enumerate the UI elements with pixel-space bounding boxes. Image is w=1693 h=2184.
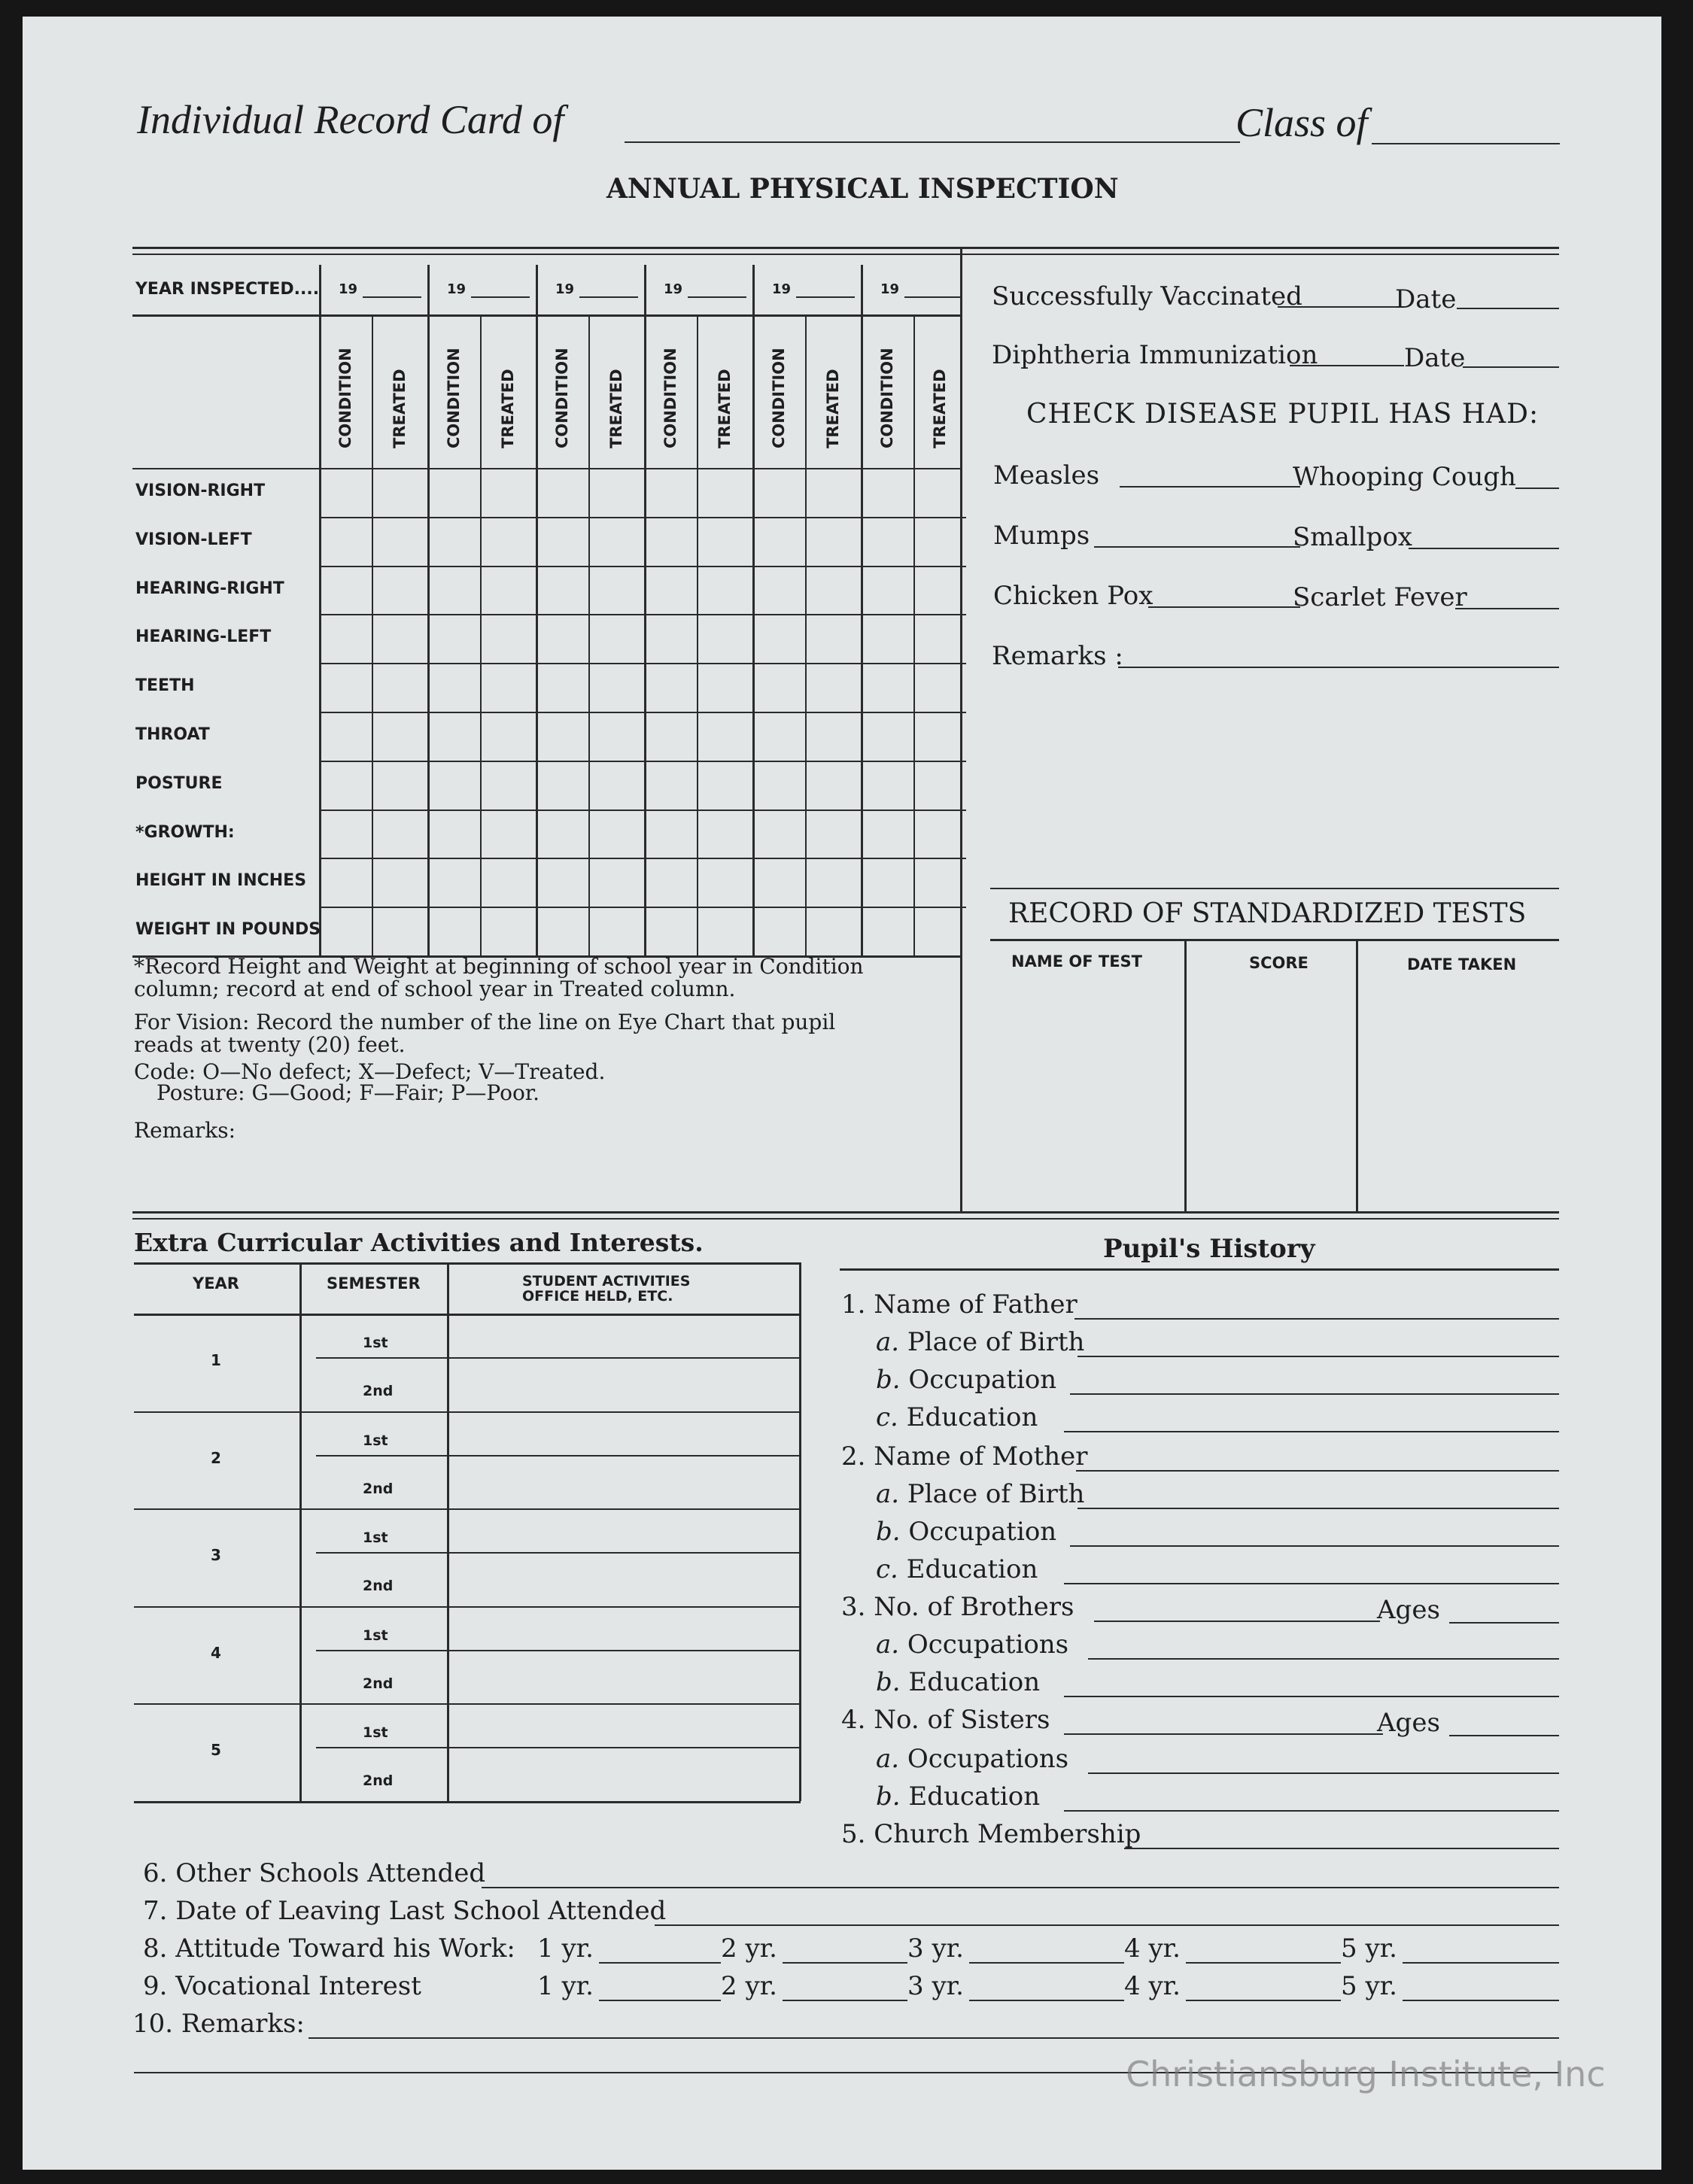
mother-c: c. <box>876 1554 898 1584</box>
class-label: Class of <box>1236 100 1368 145</box>
activities-col-divider-2 <box>447 1262 449 1801</box>
diphtheria-date-label: Date <box>1404 343 1466 373</box>
mumps-label: Mumps <box>993 521 1090 551</box>
condition-header-3: CONDITION <box>553 348 571 448</box>
measles-line <box>1120 486 1300 488</box>
brothers-occ-line <box>1088 1658 1559 1660</box>
vocational-yr1-line <box>599 2000 721 2001</box>
grid-top-rule <box>132 314 960 317</box>
grid-col-line-7 <box>644 265 646 955</box>
inspection-row-label: HEARING-RIGHT <box>135 579 284 598</box>
middle-rule-2 <box>132 1218 1559 1220</box>
card-title: Individual Record Card of <box>137 97 564 142</box>
condition-header-6: CONDITION <box>878 348 896 448</box>
vaccinated-label: Successfully Vaccinated <box>992 281 1302 311</box>
semester-first: 1st <box>363 1335 388 1351</box>
semester-divider <box>316 1747 801 1748</box>
mother-line <box>1076 1470 1559 1472</box>
sisters-edu-line <box>1064 1810 1559 1812</box>
church-line <box>1124 1848 1559 1849</box>
brothers-edu-line <box>1064 1696 1559 1697</box>
whooping-line <box>1515 488 1559 489</box>
brothers-ages-label: Ages <box>1377 1595 1440 1625</box>
year-line-2 <box>471 296 530 298</box>
treated-header-6: TREATED <box>931 369 949 448</box>
note-growth-1: *Record Height and Weight at beginning of school year in Condition <box>134 954 864 979</box>
attitude-yr5-line <box>1403 1962 1559 1964</box>
vocational-yr4-label: 4 yr. <box>1124 1971 1181 2001</box>
semester-first: 1st <box>363 1432 388 1449</box>
inspection-row-label: HEIGHT IN INCHES <box>135 871 307 891</box>
sisters-occ-line <box>1088 1772 1559 1774</box>
health-remarks-line <box>1118 667 1559 668</box>
sisters-edu-label: Education <box>908 1782 1041 1812</box>
activity-year: 4 <box>211 1643 221 1662</box>
mother-label: 2. Name of Mother <box>841 1441 1088 1472</box>
year-prefix-4: 19 <box>664 281 683 297</box>
father-occ-label: Occupation <box>908 1365 1057 1395</box>
note-vision-1: For Vision: Record the number of the line on Eye Chart that pupil <box>134 1010 836 1034</box>
year-divider <box>134 1411 801 1413</box>
vaccinated-date-label: Date <box>1395 284 1457 314</box>
grid-row-line-1 <box>319 517 966 518</box>
activity-year: 1 <box>211 1351 221 1369</box>
leaving-label: 7. Date of Leaving Last School Attended <box>143 1896 667 1926</box>
grid-col-line-1 <box>319 265 321 955</box>
class-line <box>1372 143 1560 144</box>
grid-head-rule <box>132 468 960 469</box>
father-edu-label: Education <box>906 1402 1038 1432</box>
tests-score-header: SCORE <box>1249 954 1309 972</box>
grid-col-line-9 <box>752 265 755 955</box>
vaccinated-line <box>1278 306 1404 308</box>
grid-row-line-8 <box>319 858 966 859</box>
page-subtitle: ANNUAL PHYSICAL INSPECTION <box>606 173 1119 205</box>
grid-row-line-6 <box>319 761 966 762</box>
year-line-6 <box>904 296 960 298</box>
history-title-rule <box>840 1268 1559 1271</box>
activities-top-rule <box>134 1262 801 1265</box>
attitude-yr3-label: 3 yr. <box>907 1933 964 1964</box>
mother-a: a. <box>876 1479 900 1509</box>
mother-birth-label: Place of Birth <box>907 1479 1085 1509</box>
inspection-row-label: POSTURE <box>135 773 223 793</box>
activities-student-header: STUDENT ACTIVITIES <box>522 1273 691 1289</box>
vocational-label: 9. Vocational Interest <box>143 1971 421 2001</box>
mumps-line <box>1094 546 1300 548</box>
treated-header-1: TREATED <box>391 369 409 448</box>
sisters-occ-label: Occupations <box>907 1744 1069 1774</box>
attitude-label: 8. Attitude Toward his Work: <box>143 1933 515 1964</box>
father-label: 1. Name of Father <box>841 1289 1078 1320</box>
year-prefix-3: 19 <box>555 281 575 297</box>
inspection-row-label: HEARING-LEFT <box>135 627 272 647</box>
vocational-yr1-label: 1 yr. <box>537 1971 594 2001</box>
activities-office-header: OFFICE HELD, ETC. <box>522 1288 673 1305</box>
condition-header-5: CONDITION <box>770 348 788 448</box>
father-line <box>1074 1318 1559 1320</box>
attitude-yr2-line <box>783 1962 907 1964</box>
grid-row-line-7 <box>319 810 966 811</box>
father-birth-line <box>1078 1356 1559 1357</box>
sisters-label: 4. No. of Sisters <box>841 1705 1050 1735</box>
condition-header-2: CONDITION <box>445 348 463 448</box>
chickenpox-label: Chicken Pox <box>993 581 1153 611</box>
activities-bottom-rule <box>134 1801 801 1803</box>
semester-first: 1st <box>363 1529 388 1547</box>
treated-header-3: TREATED <box>607 369 625 448</box>
activities-year-header: YEAR <box>193 1274 239 1292</box>
attitude-yr1-line <box>599 1962 721 1964</box>
mother-edu-line <box>1064 1583 1559 1584</box>
tests-col-divider-1 <box>1184 940 1187 1213</box>
activities-semester-header: SEMESTER <box>327 1274 421 1292</box>
semester-divider <box>316 1650 801 1651</box>
tests-col-divider-2 <box>1356 940 1358 1213</box>
center-divider <box>960 247 962 1212</box>
note-vision-2: reads at twenty (20) feet. <box>134 1032 406 1057</box>
tests-top-rule <box>990 888 1559 889</box>
inspection-row-label: VISION-RIGHT <box>135 481 266 500</box>
other-schools-label: 6. Other Schools Attended <box>143 1858 486 1888</box>
semester-divider <box>316 1552 801 1554</box>
scarlet-line <box>1455 608 1559 609</box>
vocational-yr5-line <box>1403 2000 1559 2001</box>
sisters-line <box>1064 1733 1383 1735</box>
record-card <box>23 17 1661 2170</box>
grid-row-line-5 <box>319 712 966 713</box>
father-occ-line <box>1070 1393 1559 1395</box>
treated-header-4: TREATED <box>716 369 734 448</box>
year-line-1 <box>363 296 421 298</box>
attitude-yr1-label: 1 yr. <box>537 1933 594 1964</box>
tests-name-header: NAME OF TEST <box>1011 952 1143 970</box>
year-inspected-label: YEAR INSPECTED.... <box>135 280 320 299</box>
final-remarks-line-1 <box>309 2037 1559 2039</box>
vaccinated-date-line <box>1457 308 1559 309</box>
activity-year: 2 <box>211 1448 221 1467</box>
year-line-4 <box>688 296 746 298</box>
year-prefix-1: 19 <box>339 281 358 297</box>
grid-col-line-5 <box>536 265 538 955</box>
semester-first: 1st <box>363 1627 388 1644</box>
top-rule-2 <box>132 254 1559 255</box>
attitude-yr4-line <box>1186 1962 1341 1964</box>
vocational-yr4-line <box>1186 2000 1341 2001</box>
inspection-row-label: VISION-LEFT <box>135 530 252 549</box>
grid-col-line-11 <box>861 265 863 955</box>
semester-first: 1st <box>363 1724 388 1742</box>
inspection-row-label: TEETH <box>135 676 195 696</box>
semester-divider <box>316 1455 801 1457</box>
mother-edu-label: Education <box>906 1554 1038 1584</box>
watermark: Christiansburg Institute, Inc <box>1126 2054 1606 2094</box>
activities-header-rule <box>134 1314 801 1316</box>
scarlet-label: Scarlet Fever <box>1293 582 1467 612</box>
activity-year: 5 <box>211 1741 221 1760</box>
sisters-ages-line <box>1449 1735 1559 1736</box>
church-label: 5. Church Membership <box>841 1819 1141 1849</box>
vocational-yr3-line <box>969 2000 1124 2001</box>
tests-title: RECORD OF STANDARDIZED TESTS <box>1008 898 1527 929</box>
grid-row-line-3 <box>319 614 966 615</box>
smallpox-line <box>1409 548 1559 549</box>
other-schools-line <box>482 1887 1559 1888</box>
year-divider <box>134 1508 801 1510</box>
semester-divider <box>316 1357 801 1359</box>
grid-row-line-2 <box>319 566 966 567</box>
sisters-a: a. <box>876 1744 900 1774</box>
year-prefix-5: 19 <box>772 281 792 297</box>
chickenpox-line <box>1148 606 1300 608</box>
activity-year: 3 <box>211 1546 221 1565</box>
sisters-ages-label: Ages <box>1377 1708 1440 1738</box>
diphtheria-line <box>1290 365 1404 366</box>
note-posture: Posture: G—Good; F—Fair; P—Poor. <box>157 1080 540 1105</box>
brothers-edu-label: Education <box>908 1667 1041 1697</box>
note-growth-2: column; record at end of school year in Treated column. <box>134 977 736 1001</box>
leaving-line <box>655 1924 1559 1926</box>
condition-header-1: CONDITION <box>336 348 354 448</box>
attitude-yr2-label: 2 yr. <box>721 1933 777 1964</box>
father-c: c. <box>876 1402 898 1432</box>
father-a: a. <box>876 1327 900 1357</box>
tests-date-header: DATE TAKEN <box>1407 955 1517 974</box>
year-line-5 <box>796 296 855 298</box>
vocational-yr2-line <box>783 2000 907 2001</box>
father-edu-line <box>1064 1431 1559 1432</box>
whooping-label: Whooping Cough <box>1293 462 1516 492</box>
vocational-yr2-label: 2 yr. <box>721 1971 777 2001</box>
semester-second: 2nd <box>363 1772 394 1790</box>
year-prefix-6: 19 <box>880 281 900 297</box>
history-title: Pupil's History <box>1103 1234 1315 1264</box>
brothers-b: b. <box>876 1667 901 1697</box>
vocational-yr3-label: 3 yr. <box>907 1971 964 2001</box>
sisters-b: b. <box>876 1782 901 1812</box>
attitude-yr4-label: 4 yr. <box>1124 1933 1181 1964</box>
semester-second: 2nd <box>363 1675 394 1692</box>
activities-right-border <box>799 1262 801 1801</box>
measles-label: Measles <box>993 460 1100 491</box>
grid-row-line-4 <box>319 663 966 664</box>
brothers-line <box>1094 1621 1380 1622</box>
inspection-row-label: *GROWTH: <box>135 822 235 842</box>
diphtheria-label: Diphtheria Immunization <box>992 340 1318 370</box>
check-disease-title: CHECK DISEASE PUPIL HAS HAD: <box>1026 399 1540 430</box>
treated-header-2: TREATED <box>499 369 517 448</box>
vocational-yr5-label: 5 yr. <box>1341 1971 1397 2001</box>
brothers-ages-line <box>1449 1622 1559 1624</box>
brothers-a: a. <box>876 1630 900 1660</box>
mother-occ-line <box>1070 1545 1559 1547</box>
top-rule-1 <box>132 247 1559 249</box>
semester-second: 2nd <box>363 1480 394 1497</box>
grid-row-line-9 <box>319 907 966 908</box>
brothers-occ-label: Occupations <box>907 1630 1069 1660</box>
year-divider <box>134 1703 801 1705</box>
health-remarks-label: Remarks : <box>992 641 1123 671</box>
note-code: Code: O—No defect; X—Defect; V—Treated. <box>134 1059 606 1084</box>
condition-header-4: CONDITION <box>661 348 679 448</box>
attitude-yr3-line <box>969 1962 1124 1964</box>
year-prefix-2: 19 <box>447 281 467 297</box>
name-line <box>625 141 1240 143</box>
activities-col-divider-1 <box>299 1262 302 1801</box>
final-remarks-label: 10. Remarks: <box>132 2009 305 2039</box>
attitude-yr5-label: 5 yr. <box>1341 1933 1397 1964</box>
tests-header-rule <box>990 939 1559 941</box>
diphtheria-date-line <box>1463 366 1559 368</box>
middle-rule-1 <box>132 1211 1559 1214</box>
semester-second: 2nd <box>363 1578 394 1595</box>
activities-title: Extra Curricular Activities and Interests. <box>134 1228 704 1257</box>
grid-col-line-3 <box>427 265 430 955</box>
brothers-label: 3. No. of Brothers <box>841 1592 1074 1622</box>
mother-b: b. <box>876 1517 901 1547</box>
inspection-row-label: WEIGHT IN POUNDS <box>135 920 321 940</box>
treated-header-5: TREATED <box>824 369 842 448</box>
year-line-3 <box>579 296 638 298</box>
inspection-row-label: THROAT <box>135 725 210 744</box>
semester-second: 2nd <box>363 1383 394 1399</box>
smallpox-label: Smallpox <box>1293 522 1412 552</box>
mother-birth-line <box>1078 1508 1559 1509</box>
mother-occ-label: Occupation <box>908 1517 1057 1547</box>
note-remarks: Remarks: <box>134 1118 236 1143</box>
father-birth-label: Place of Birth <box>907 1327 1085 1357</box>
father-b: b. <box>876 1365 901 1395</box>
year-divider <box>134 1606 801 1608</box>
